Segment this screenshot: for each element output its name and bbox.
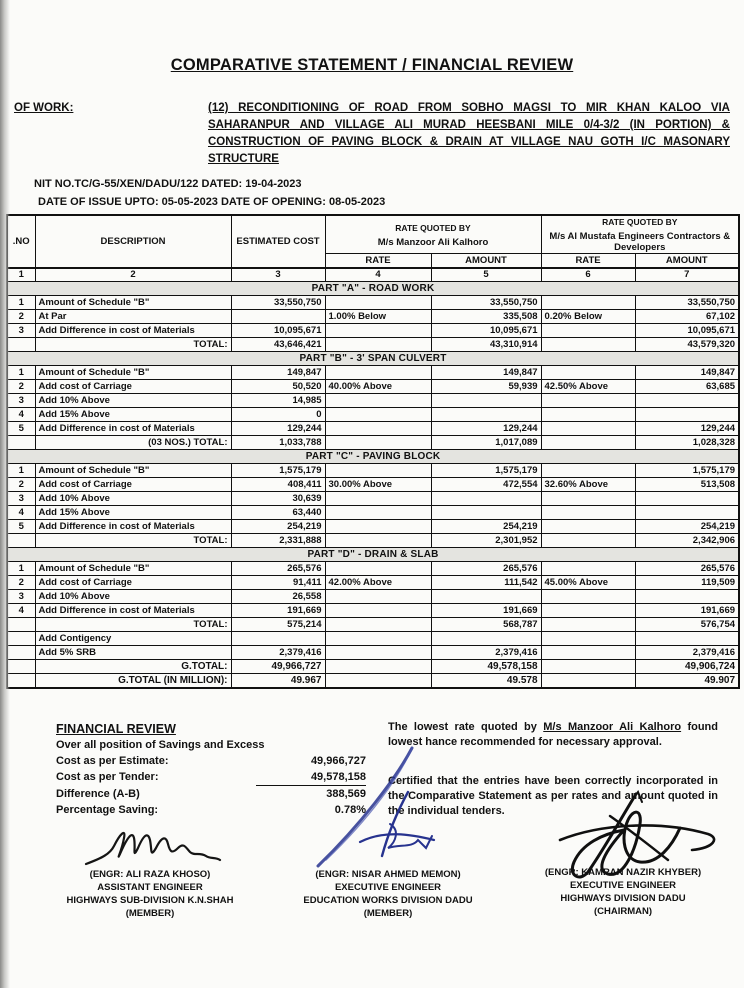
certification-note: Certified that the entries have been correctly incorporated in the Comparative Statement as per rates and amount quoted in the individual tenders.: [388, 775, 718, 817]
fr-label: Cost as per Estimate:: [56, 755, 169, 767]
section-title: PART "A" - ROAD WORK: [7, 282, 739, 296]
table-cell: Add 10% Above: [35, 492, 231, 506]
table-row: [7, 422, 739, 436]
table-cell: 1,575,179: [431, 464, 541, 478]
table-cell: 254,219: [231, 520, 325, 534]
table-cell: [635, 506, 739, 520]
table-cell: 2,301,952: [431, 534, 541, 548]
table-cell: 10,095,671: [431, 324, 541, 338]
table-cell: 10,095,671: [635, 324, 739, 338]
table-cell: Add cost of Carriage: [35, 380, 231, 394]
table-row: [7, 366, 739, 380]
table-cell: [325, 604, 431, 618]
table-cell: 63,440: [231, 506, 325, 520]
table-cell: [635, 632, 739, 646]
table-cell: [325, 660, 431, 674]
table-cell: [431, 632, 541, 646]
table-row: [7, 338, 739, 352]
col-header-amount-2: AMOUNT: [635, 254, 739, 269]
table-cell: 49,578,158: [431, 660, 541, 674]
table-cell: [325, 366, 431, 380]
table-cell: 1,575,179: [231, 464, 325, 478]
table-cell: Add Difference in cost of Materials: [35, 520, 231, 534]
table-cell: Add 5% SRB: [35, 646, 231, 660]
table-cell: 43,646,421: [231, 338, 325, 352]
table-cell: 2: [7, 478, 35, 492]
col-header-bidder1-group: [325, 215, 541, 254]
table-cell: 568,787: [431, 618, 541, 632]
table-cell: 1: [7, 562, 35, 576]
table-cell: Add 10% Above: [35, 590, 231, 604]
col-num-4: 4: [325, 268, 431, 282]
col-num-1: 1: [7, 268, 35, 282]
table-cell: 0: [231, 408, 325, 422]
fr-value: 49,966,727: [310, 755, 366, 767]
table-cell: 513,508: [635, 478, 739, 492]
rate-quoted-by-label-1: RATE QUOTED BY: [395, 222, 471, 233]
table-cell: [7, 674, 35, 689]
table-cell: 26,558: [231, 590, 325, 604]
table-cell: [7, 436, 35, 450]
table-cell: [541, 492, 635, 506]
col-header-bidder2-group: [541, 215, 739, 254]
table-row: [7, 478, 739, 492]
table-row: [7, 534, 739, 548]
table-cell: [7, 618, 35, 632]
col-num-5: 5: [431, 268, 541, 282]
table-cell: 42.50% Above: [541, 380, 635, 394]
table-cell: [325, 618, 431, 632]
col-header-description: DESCRIPTION: [35, 215, 231, 268]
signatory-title: EXECUTIVE ENGINEER: [569, 880, 677, 891]
table-row: [7, 618, 739, 632]
table-cell: 2,379,416: [431, 646, 541, 660]
table-cell: 30.00% Above: [325, 478, 431, 492]
col-header-sno: .NO: [7, 215, 35, 268]
table-cell: [7, 660, 35, 674]
financial-review-heading: FINANCIAL REVIEW: [56, 722, 176, 736]
table-cell: [635, 408, 739, 422]
table-cell: 191,669: [431, 604, 541, 618]
table-cell: [541, 520, 635, 534]
table-cell: 49,966,727: [231, 660, 325, 674]
table-header-row: [7, 215, 739, 254]
table-row: [7, 296, 739, 310]
table-cell: [635, 394, 739, 408]
table-row: [7, 604, 739, 618]
table-cell: 33,550,750: [231, 296, 325, 310]
table-cell: 265,576: [431, 562, 541, 576]
table-cell: 2,379,416: [635, 646, 739, 660]
col-header-estimated-cost: ESTIMATED COST: [231, 215, 325, 268]
table-cell: 149,847: [431, 366, 541, 380]
table-cell: Add 15% Above: [35, 506, 231, 520]
table-row: [7, 520, 739, 534]
table-cell: TOTAL:: [35, 338, 231, 352]
table-cell: 3: [7, 590, 35, 604]
table-cell: 49,906,724: [635, 660, 739, 674]
table-cell: [431, 506, 541, 520]
table-cell: [325, 632, 431, 646]
signature-block-member-1: [30, 868, 270, 920]
table-cell: 49.578: [431, 674, 541, 689]
signatory-role: (CHAIRMAN): [593, 906, 653, 917]
table-cell: [325, 492, 431, 506]
section-header-row: [7, 450, 739, 464]
signatory-name: (ENGR: ALI RAZA KHOSO): [89, 869, 211, 880]
table-cell: TOTAL:: [35, 534, 231, 548]
section-header-row: [7, 548, 739, 562]
bidder2-name: M/s Al Mustafa Engineers Contractors & Developers: [549, 231, 731, 253]
table-cell: 4: [7, 604, 35, 618]
table-cell: 129,244: [431, 422, 541, 436]
table-cell: 191,669: [635, 604, 739, 618]
table-row: [7, 660, 739, 674]
table-cell: 1,033,788: [231, 436, 325, 450]
signature-ink-ali-raza: [80, 824, 230, 872]
table-cell: [431, 408, 541, 422]
table-cell: [325, 338, 431, 352]
table-cell: [541, 534, 635, 548]
table-cell: Add Contigency: [35, 632, 231, 646]
table-row: [7, 632, 739, 646]
table-cell: [431, 394, 541, 408]
table-cell: 472,554: [431, 478, 541, 492]
table-row: [7, 492, 739, 506]
table-cell: [541, 590, 635, 604]
table-row: [7, 324, 739, 338]
note1-bidder-name: M/s Manzoor Ali Kalhoro: [543, 721, 682, 733]
table-cell: 33,550,750: [431, 296, 541, 310]
table-cell: 67,102: [635, 310, 739, 324]
table-cell: Add cost of Carriage: [35, 478, 231, 492]
table-cell: 2: [7, 310, 35, 324]
table-cell: 91,411: [231, 576, 325, 590]
table-cell: [325, 520, 431, 534]
table-cell: [325, 464, 431, 478]
table-cell: [541, 464, 635, 478]
table-cell: 111,542: [431, 576, 541, 590]
table-cell: [325, 394, 431, 408]
signatory-name: (ENGR: NISAR AHMED MEMON): [315, 869, 461, 880]
signature-block-member-2: [268, 868, 508, 920]
signatory-name: (ENGR: KAMRAN NAZIR KHYBER): [544, 867, 702, 878]
signatory-title: EXECUTIVE ENGINEER: [334, 882, 442, 893]
work-label: OF WORK:: [14, 102, 74, 114]
table-cell: [541, 618, 635, 632]
fr-label: Percentage Saving:: [56, 804, 159, 816]
table-cell: [325, 408, 431, 422]
table-cell: [541, 674, 635, 689]
table-cell: 1: [7, 366, 35, 380]
table-cell: [325, 534, 431, 548]
fr-label: Difference (A-B): [56, 788, 140, 800]
table-cell: [7, 338, 35, 352]
fr-difference: [56, 786, 366, 802]
table-cell: 2,379,416: [231, 646, 325, 660]
table-cell: 265,576: [635, 562, 739, 576]
table-row: [7, 436, 739, 450]
table-cell: Add cost of Carriage: [35, 576, 231, 590]
table-cell: 408,411: [231, 478, 325, 492]
signatory-division: HIGHWAYS DIVISION DADU: [560, 893, 686, 904]
col-header-amount-1: AMOUNT: [431, 254, 541, 269]
table-cell: [325, 436, 431, 450]
table-row: [7, 674, 739, 689]
fr-percentage-saving: [56, 802, 366, 818]
table-cell: 5: [7, 422, 35, 436]
page-title: COMPARATIVE STATEMENT / FINANCIAL REVIEW: [170, 56, 574, 74]
col-num-6: 6: [541, 268, 635, 282]
table-cell: [541, 296, 635, 310]
table-cell: Amount of Schedule "B": [35, 562, 231, 576]
table-cell: [325, 296, 431, 310]
table-cell: 10,095,671: [231, 324, 325, 338]
table-row: [7, 394, 739, 408]
issue-opening-date-line: DATE OF ISSUE UPTO: 05-05-2023 DATE OF OPENING: 08-05-2023: [38, 196, 386, 208]
table-cell: 149,847: [635, 366, 739, 380]
table-cell: (03 NOS.) TOTAL:: [35, 436, 231, 450]
table-cell: 149,847: [231, 366, 325, 380]
table-cell: 129,244: [635, 422, 739, 436]
signatory-division: EDUCATION WORKS DIVISION DADU: [303, 895, 473, 906]
note1-before: The lowest rate quoted by: [388, 721, 544, 733]
table-cell: 2,331,888: [231, 534, 325, 548]
table-cell: [541, 408, 635, 422]
fr-label: Cost as per Tender:: [56, 771, 159, 783]
signatory-role: (MEMBER): [363, 908, 413, 919]
table-cell: 43,310,914: [431, 338, 541, 352]
table-cell: [325, 646, 431, 660]
table-cell: [541, 646, 635, 660]
table-row: [7, 380, 739, 394]
signatory-division: HIGHWAYS SUB-DIVISION K.N.SHAH: [66, 895, 234, 906]
table-cell: [431, 590, 541, 604]
certification-notes: [388, 720, 718, 819]
table-cell: Add Difference in cost of Materials: [35, 604, 231, 618]
fr-value: 49,578,158: [256, 769, 366, 786]
table-cell: 1.00% Below: [325, 310, 431, 324]
table-cell: 4: [7, 408, 35, 422]
fr-cost-tender: [56, 769, 366, 786]
table-cell: 335,508: [431, 310, 541, 324]
work-description: (12) RECONDITIONING OF ROAD FROM SOBHO MAGSI TO MIR KHAN KALOO VIA SAHARANPUR AND VILLAGE ALI MURAD HEESBANI MILE 0/4-3/2 (IN PORTION) & CONSTRUCTION OF PAVING BLOCK & DRAIN AT VILLAGE NAU GOTH I/C MASONARY STRUCTURE: [208, 102, 730, 165]
table-cell: 3: [7, 492, 35, 506]
table-cell: [541, 660, 635, 674]
table-row: [7, 464, 739, 478]
financial-review-block: [56, 722, 366, 818]
table-cell: G.TOTAL (IN MILLION):: [35, 674, 231, 689]
fr-value: 0.78%: [334, 804, 366, 816]
table-cell: Add Difference in cost of Materials: [35, 422, 231, 436]
table-cell: [541, 604, 635, 618]
table-cell: 50,520: [231, 380, 325, 394]
table-cell: 265,576: [231, 562, 325, 576]
signature-block-chairman: [508, 866, 738, 918]
table-row: [7, 646, 739, 660]
table-cell: 30,639: [231, 492, 325, 506]
table-cell: 1: [7, 296, 35, 310]
comparative-statement-table: [6, 214, 740, 689]
table-cell: 59,939: [431, 380, 541, 394]
section-header-row: [7, 282, 739, 296]
table-cell: [635, 590, 739, 604]
table-cell: [541, 562, 635, 576]
table-cell: Add 15% Above: [35, 408, 231, 422]
section-header-row: [7, 352, 739, 366]
table-cell: Amount of Schedule "B": [35, 296, 231, 310]
table-cell: At Par: [35, 310, 231, 324]
table-cell: 43,579,320: [635, 338, 739, 352]
note1-after: found lowest hance recommended for necessary approval.: [388, 721, 718, 748]
financial-review-subheading: Over all position of Savings and Excess: [56, 739, 265, 751]
table-cell: [231, 632, 325, 646]
section-title: PART "B" - 3' SPAN CULVERT: [7, 352, 739, 366]
table-cell: 32.60% Above: [541, 478, 635, 492]
table-cell: [541, 506, 635, 520]
table-cell: 4: [7, 506, 35, 520]
table-cell: 254,219: [635, 520, 739, 534]
table-cell: Add 10% Above: [35, 394, 231, 408]
section-title: PART "D" - DRAIN & SLAB: [7, 548, 739, 562]
table-cell: 49.907: [635, 674, 739, 689]
table-cell: 33,550,750: [635, 296, 739, 310]
fr-value: 388,569: [326, 788, 366, 800]
table-cell: 254,219: [431, 520, 541, 534]
table-cell: [541, 422, 635, 436]
table-row: [7, 310, 739, 324]
table-cell: Amount of Schedule "B": [35, 366, 231, 380]
table-cell: [541, 324, 635, 338]
table-cell: 63,685: [635, 380, 739, 394]
table-cell: 3: [7, 324, 35, 338]
table-cell: [325, 506, 431, 520]
table-cell: 42.00% Above: [325, 576, 431, 590]
table-cell: 0.20% Below: [541, 310, 635, 324]
table-cell: 3: [7, 394, 35, 408]
table-cell: [7, 632, 35, 646]
col-num-3: 3: [231, 268, 325, 282]
table-cell: 2: [7, 380, 35, 394]
table-cell: 49.967: [231, 674, 325, 689]
table-cell: Amount of Schedule "B": [35, 464, 231, 478]
col-header-rate-1: RATE: [325, 254, 431, 269]
column-number-row: [7, 268, 739, 282]
table-cell: [325, 422, 431, 436]
col-num-7: 7: [635, 268, 739, 282]
table-cell: 1,028,328: [635, 436, 739, 450]
table-cell: 129,244: [231, 422, 325, 436]
signatory-role: (MEMBER): [125, 908, 175, 919]
table-cell: [541, 394, 635, 408]
table-cell: [325, 562, 431, 576]
table-cell: 575,214: [231, 618, 325, 632]
recommendation-note: [388, 720, 718, 750]
table-row: [7, 506, 739, 520]
fr-cost-estimate: [56, 753, 366, 769]
table-row: [7, 408, 739, 422]
table-cell: [231, 310, 325, 324]
table-cell: TOTAL:: [35, 618, 231, 632]
table-cell: 45.00% Above: [541, 576, 635, 590]
table-cell: 1,017,089: [431, 436, 541, 450]
table-row: [7, 562, 739, 576]
table-row: [7, 590, 739, 604]
rate-quoted-by-label-2: RATE QUOTED BY: [602, 217, 678, 227]
col-num-2: 2: [35, 268, 231, 282]
table-cell: [635, 492, 739, 506]
nit-number-line: NIT NO.TC/G-55/XEN/DADU/122 DATED: 19-04-2023: [34, 178, 302, 190]
table-cell: [541, 436, 635, 450]
table-cell: [325, 590, 431, 604]
table-cell: [325, 324, 431, 338]
table-cell: Add Difference in cost of Materials: [35, 324, 231, 338]
signatory-title: ASSISTANT ENGINEER: [97, 882, 203, 893]
table-cell: 2: [7, 576, 35, 590]
table-cell: [541, 632, 635, 646]
table-cell: [431, 492, 541, 506]
table-cell: 1: [7, 464, 35, 478]
section-title: PART "C" - PAVING BLOCK: [7, 450, 739, 464]
table-cell: 40.00% Above: [325, 380, 431, 394]
table-cell: G.TOTAL:: [35, 660, 231, 674]
bidder1-name: M/s Manzoor Ali Kalhoro: [377, 236, 489, 248]
table-cell: [325, 674, 431, 689]
table-cell: 5: [7, 520, 35, 534]
table-cell: 1,575,179: [635, 464, 739, 478]
table-cell: [7, 646, 35, 660]
table-cell: [541, 338, 635, 352]
table-cell: [541, 366, 635, 380]
table-row: [7, 576, 739, 590]
table-cell: 14,985: [231, 394, 325, 408]
table-cell: [7, 534, 35, 548]
table-cell: 2,342,906: [635, 534, 739, 548]
table-cell: 191,669: [231, 604, 325, 618]
col-header-rate-2: RATE: [541, 254, 635, 269]
table-cell: 576,754: [635, 618, 739, 632]
table-cell: 119,509: [635, 576, 739, 590]
